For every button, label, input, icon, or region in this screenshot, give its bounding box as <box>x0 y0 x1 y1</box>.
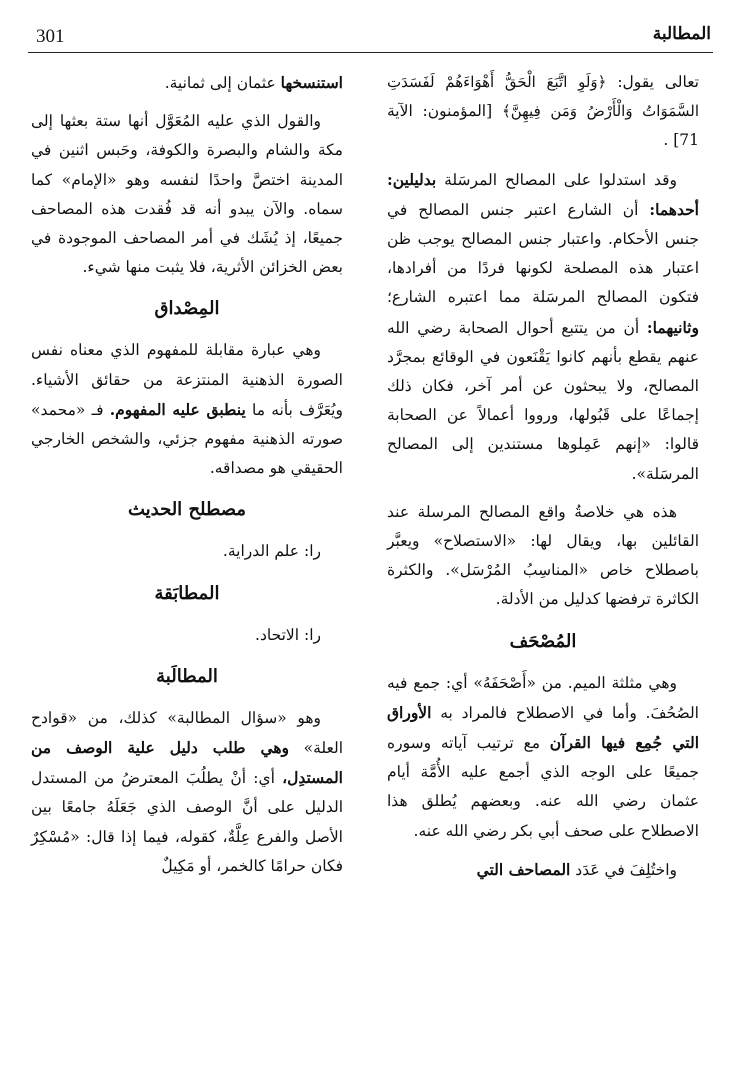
text: وهو «سؤال المطالبة» كذلك، من «قوادح العلة» <box>31 708 344 758</box>
paragraph: را: علم الدراية. <box>222 542 321 561</box>
paragraph <box>387 165 699 489</box>
entry-heading-mutalaba: المطالَبة <box>156 665 218 687</box>
page-header <box>28 22 713 53</box>
text: أي: أنْ يطلُبَ المعترضُ من المستدل الدليل على أنَّ الوصف الذي جَعَلَهُ جامعًا بين الأصل والفرع عِلَّةٌ، كقوله، فيما إذا قال: «مُسْكِرٌ فكان حرامًا كالخمر، أو مَكِيلٌ <box>31 769 343 875</box>
text: أن من يتتبع أحوال الصحابة رضي الله عنهم يقطع بأنهم كانوا يَقْنَعون في الوقائع بمجرَّد المصالح، ولا يبحثون عن أمر آخر، فكان ذلك إجماعًا على قَبُولها، ورووا أعمالاً عن الصحابة قالوا: «إنهم عَمِلوها مستندين إلى المصالح المرسَلة». <box>387 318 699 483</box>
left-column <box>31 68 343 1070</box>
text: فـ «محمد» صورته الذهنية مفهوم جزئي، والشخص الخارجي الحقيقي هو مصداقه. <box>31 400 343 478</box>
entry-heading-misdaq: المِصْداق <box>154 298 220 320</box>
paragraph: هذه هي خلاصةُ واقع المصالح المرسلة عند القائلين بها، ويقال لها: «الاستصلاح» ويعبَّر باصطلاح خاص «المناسِبُ المُرْسَل». والكثرة الكاثرة ترفضها كدليل من الأدلة. <box>387 502 699 609</box>
paragraph <box>387 855 699 885</box>
bold-term: وهي طلب دليل علية الوصف من المستدِل، <box>31 738 343 788</box>
text: وقد استدلوا على المصالح المرسَلة <box>436 170 677 189</box>
text: وهي عبارة مقابلة للمفهوم الذي معناه نفس الصورة الذهنية المنتزعة من حقائق الأشياء. ويُعَرَّف بأنه ما <box>31 341 343 419</box>
paragraph <box>31 704 343 881</box>
bold-term: الأوراق التي جُمِع فيها القرآن <box>387 702 700 753</box>
paragraph: والقول الذي عليه المُعَوَّل أنها ستة بعثها إلى مكة والشام والبصرة والكوفة، وحَبس اثنين في المدينة اختصَّ واحدًا لنفسه وهو «الإمام» كما سماه. والآن يبدو أنه قد فُقدت هذه المصاحف جميعًا، إذ يُشَك في أمر المصاحف الموجودة في بعض الخزائن الأثرية، فلا يثبت منها شيء. <box>31 112 343 277</box>
page-number: 301 <box>36 26 65 47</box>
paragraph: را: الاتحاد. <box>255 625 321 644</box>
bold-term: ينطبق عليه المفهوم. <box>109 399 246 419</box>
running-title: المطالبة <box>652 24 711 44</box>
entry-heading-mutabaqa: المطابَقة <box>154 582 220 604</box>
text: واختُلِفَ في عَدَد <box>570 860 677 879</box>
entry-heading-mustalah: مصطلح الحديث <box>127 499 247 521</box>
bold-term: استنسخها <box>280 73 343 92</box>
text: مع ترتيب آياته وسوره جميعًا على الوجه الذي أجمع عليه الأُمَّة أيام عثمان رضي الله عنه. وبعضهم يُطلق هذا الاصطلاح على صحف أبي بكر رضي الله عنه. <box>387 734 699 840</box>
right-column <box>387 68 699 1070</box>
paragraph <box>31 336 343 483</box>
paragraph <box>387 669 699 846</box>
paragraph <box>387 68 699 156</box>
bold-term: المصاحف التي <box>476 859 571 879</box>
text: أن الشارع اعتبر جنس المصالح في جنس الأحكام. واعتبار جنس المصالح يوجب ظن اعتبار هذه المصلحة لكونها فردًا من أفرادها، فتكون المصالح المرسَلة مما اعتبره الشارع؛ <box>387 200 699 307</box>
bold-term: وثانيهما: <box>646 317 699 337</box>
bold-term: بدليلين: أحدهما: <box>387 169 699 219</box>
paragraph <box>31 68 343 98</box>
quran-verse: ﴿وَلَوِ اتَّبَعَ الْحَقُّ أَهْوَاءَهُمْ لَفَسَدَتِ السَّمَوَاتُ وَالْأَرْضُ وَمَن فِيهِنَّ﴾ <box>387 73 700 121</box>
text: وهي مثلثة الميم. من «أَصْحَفَهُ» أي: جمع فيه الصُحُفَ. وأما في الاصطلاح فالمراد به <box>387 673 699 722</box>
text: تعالى يقول: <box>606 73 699 91</box>
entry-heading-mushaf: المُصْحَف <box>509 630 577 652</box>
citation: [المؤمنون: الآية 71] . <box>387 102 699 150</box>
text: عثمان إلى ثمانية. <box>164 74 281 92</box>
